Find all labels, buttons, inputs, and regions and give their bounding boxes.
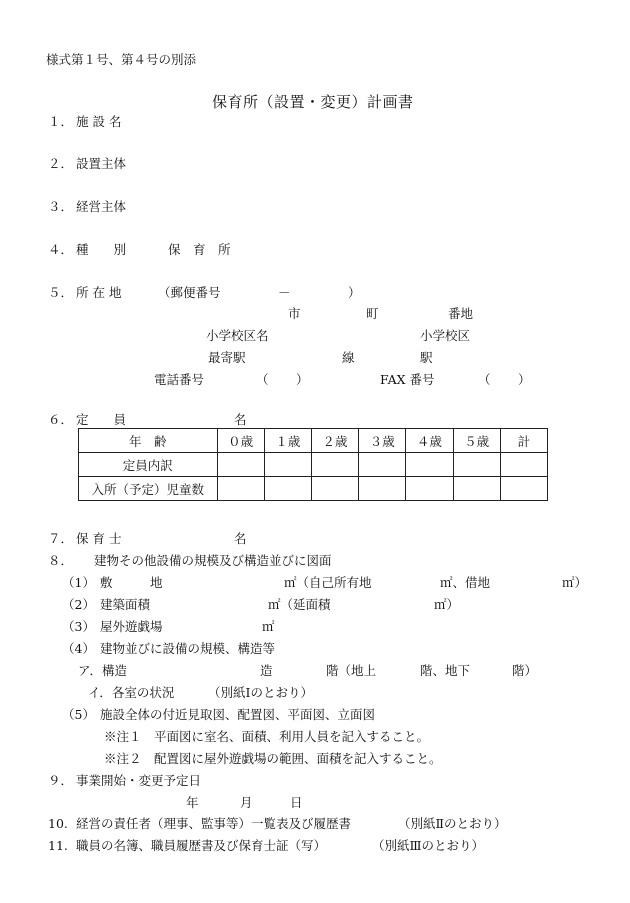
- type-label: 種 別: [76, 242, 127, 257]
- table-cell[interactable]: [406, 453, 453, 477]
- staff-label: 職員の名簿、職員履歴書及び保育士証（写）: [76, 838, 327, 853]
- table-row: [79, 477, 548, 501]
- operator-label: 経営主体: [76, 199, 127, 214]
- item-8-number: ８．: [48, 553, 74, 568]
- room-status-note: （別紙Ⅰのとおり）: [208, 685, 313, 700]
- nearest-station-label: 最寄駅: [208, 350, 246, 365]
- nursery-teacher-label: 保 育 士: [76, 531, 122, 546]
- station-suffix: 駅: [420, 350, 433, 365]
- item-5-number: ５．: [48, 285, 74, 300]
- table-cell[interactable]: [500, 477, 547, 501]
- item-4-number: ４．: [48, 242, 74, 257]
- school-district-suffix: 小学校区: [420, 328, 471, 343]
- type-value: 保 育 所: [168, 242, 231, 257]
- table-cell[interactable]: [311, 477, 358, 501]
- managers-note: （別紙Ⅱのとおり）: [398, 816, 507, 831]
- phone-open: （: [256, 372, 269, 387]
- table-cell[interactable]: [217, 477, 264, 501]
- address-town: 町: [366, 306, 379, 321]
- building-section-label: 建物その他設備の規模及び構造並びに図面: [94, 553, 332, 568]
- header-age-0: ０歳: [217, 429, 264, 453]
- table-cell[interactable]: [359, 477, 406, 501]
- header-age-1: １歳: [264, 429, 311, 453]
- fax-label: FAX 番号: [380, 372, 435, 387]
- site-label: 敷 地: [100, 575, 163, 590]
- sub-5-number: （5）: [62, 707, 95, 722]
- table-cell[interactable]: [406, 477, 453, 501]
- structure-zou: 造: [260, 663, 273, 678]
- sub-1-number: （1）: [62, 575, 95, 590]
- managers-label: 経営の責任者（理事、監事等）一覧表及び履歴書: [76, 816, 352, 831]
- floors-below-label: 階、地下: [420, 663, 471, 678]
- room-status-label: イ．各室の状況: [88, 685, 175, 700]
- facility-name-label: 施 設 名: [76, 114, 122, 129]
- building-area-label: 建築面積: [100, 597, 151, 612]
- item-1-number: １．: [48, 114, 74, 129]
- table-cell[interactable]: [453, 477, 500, 501]
- site-owned-label: ㎡（自己所有地: [284, 575, 372, 590]
- staff-note: （別紙Ⅲのとおり）: [372, 838, 485, 853]
- floor-area-label: ㎡（延面積: [268, 597, 331, 612]
- header-age-2: ２歳: [311, 429, 358, 453]
- capacity-table: [78, 428, 548, 501]
- header-age-4: ４歳: [406, 429, 453, 453]
- floor-area-close: ㎡）: [434, 597, 460, 612]
- fax-open: （: [478, 372, 491, 387]
- structure-label: ア．構造: [78, 663, 128, 678]
- sub-3-number: （3）: [62, 619, 95, 634]
- structure-scale-label: 建物並びに設備の規模、構造等: [100, 641, 276, 656]
- date-day: 日: [290, 795, 303, 810]
- establisher-label: 設置主体: [76, 156, 127, 171]
- form-reference: 様式第１号、第４号の別添: [46, 52, 197, 67]
- playground-label: 屋外遊戯場: [100, 619, 163, 634]
- date-month: 月: [240, 795, 253, 810]
- item-7-number: ７．: [48, 531, 74, 546]
- school-district-label: 小学校区名: [206, 328, 269, 343]
- address-label: 所 在 地: [76, 285, 122, 300]
- table-cell[interactable]: [264, 453, 311, 477]
- item-10-number: 10.: [48, 816, 68, 831]
- date-year: 年: [186, 795, 199, 810]
- item-3-number: ３．: [48, 199, 74, 214]
- table-cell[interactable]: [500, 453, 547, 477]
- table-cell[interactable]: [453, 453, 500, 477]
- item-9-number: ９．: [48, 773, 74, 788]
- note-2: ※注２ 配置図に屋外遊戯場の範囲、面積を記入すること。: [104, 751, 442, 766]
- address-banchi: 番地: [448, 306, 474, 321]
- table-cell[interactable]: [311, 453, 358, 477]
- table-header-row: [79, 429, 548, 453]
- row-label-enrolled-children: 入所（予定）児童数: [79, 477, 218, 501]
- fax-close: ）: [518, 372, 531, 387]
- table-cell[interactable]: [264, 477, 311, 501]
- start-date-label: 事業開始・変更予定日: [76, 773, 202, 788]
- capacity-unit: 名: [234, 412, 247, 427]
- table-row: [79, 453, 548, 477]
- postal-dash: －: [278, 285, 291, 300]
- item-6-number: ６．: [48, 412, 74, 427]
- table-cell[interactable]: [217, 453, 264, 477]
- header-age-5: ５歳: [453, 429, 500, 453]
- floors-above-label: 階（地上: [326, 663, 377, 678]
- sub-4-number: （4）: [62, 641, 95, 656]
- row-label-capacity-breakdown: 定員内訳: [79, 453, 218, 477]
- page-title: 保育所（設置・変更）計画書: [212, 93, 414, 111]
- header-age: 年 齢: [79, 429, 218, 453]
- floors-close: 階）: [512, 663, 538, 678]
- playground-unit: ㎡: [262, 619, 275, 634]
- header-age-3: ３歳: [359, 429, 406, 453]
- capacity-label: 定 員: [76, 412, 127, 427]
- phone-label: 電話番号: [154, 372, 205, 387]
- item-11-number: 11.: [48, 838, 68, 853]
- note-1: ※注１ 平面図に室名、面積、利用人員を記入すること。: [104, 729, 430, 744]
- header-total: 計: [500, 429, 547, 453]
- site-close: ㎡）: [562, 575, 588, 590]
- table-cell[interactable]: [359, 453, 406, 477]
- item-2-number: ２．: [48, 156, 74, 171]
- sub-2-number: （2）: [62, 597, 95, 612]
- postal-close: ）: [348, 285, 361, 300]
- drawings-label: 施設全体の付近見取図、配置図、平面図、立面図: [100, 707, 376, 722]
- line-suffix: 線: [342, 350, 355, 365]
- address-city: 市: [288, 306, 301, 321]
- postal-open: （郵便番号: [158, 285, 221, 300]
- nursery-teacher-unit: 名: [234, 531, 247, 546]
- site-leased-label: ㎡、借地: [440, 575, 491, 590]
- phone-close: ）: [296, 372, 309, 387]
